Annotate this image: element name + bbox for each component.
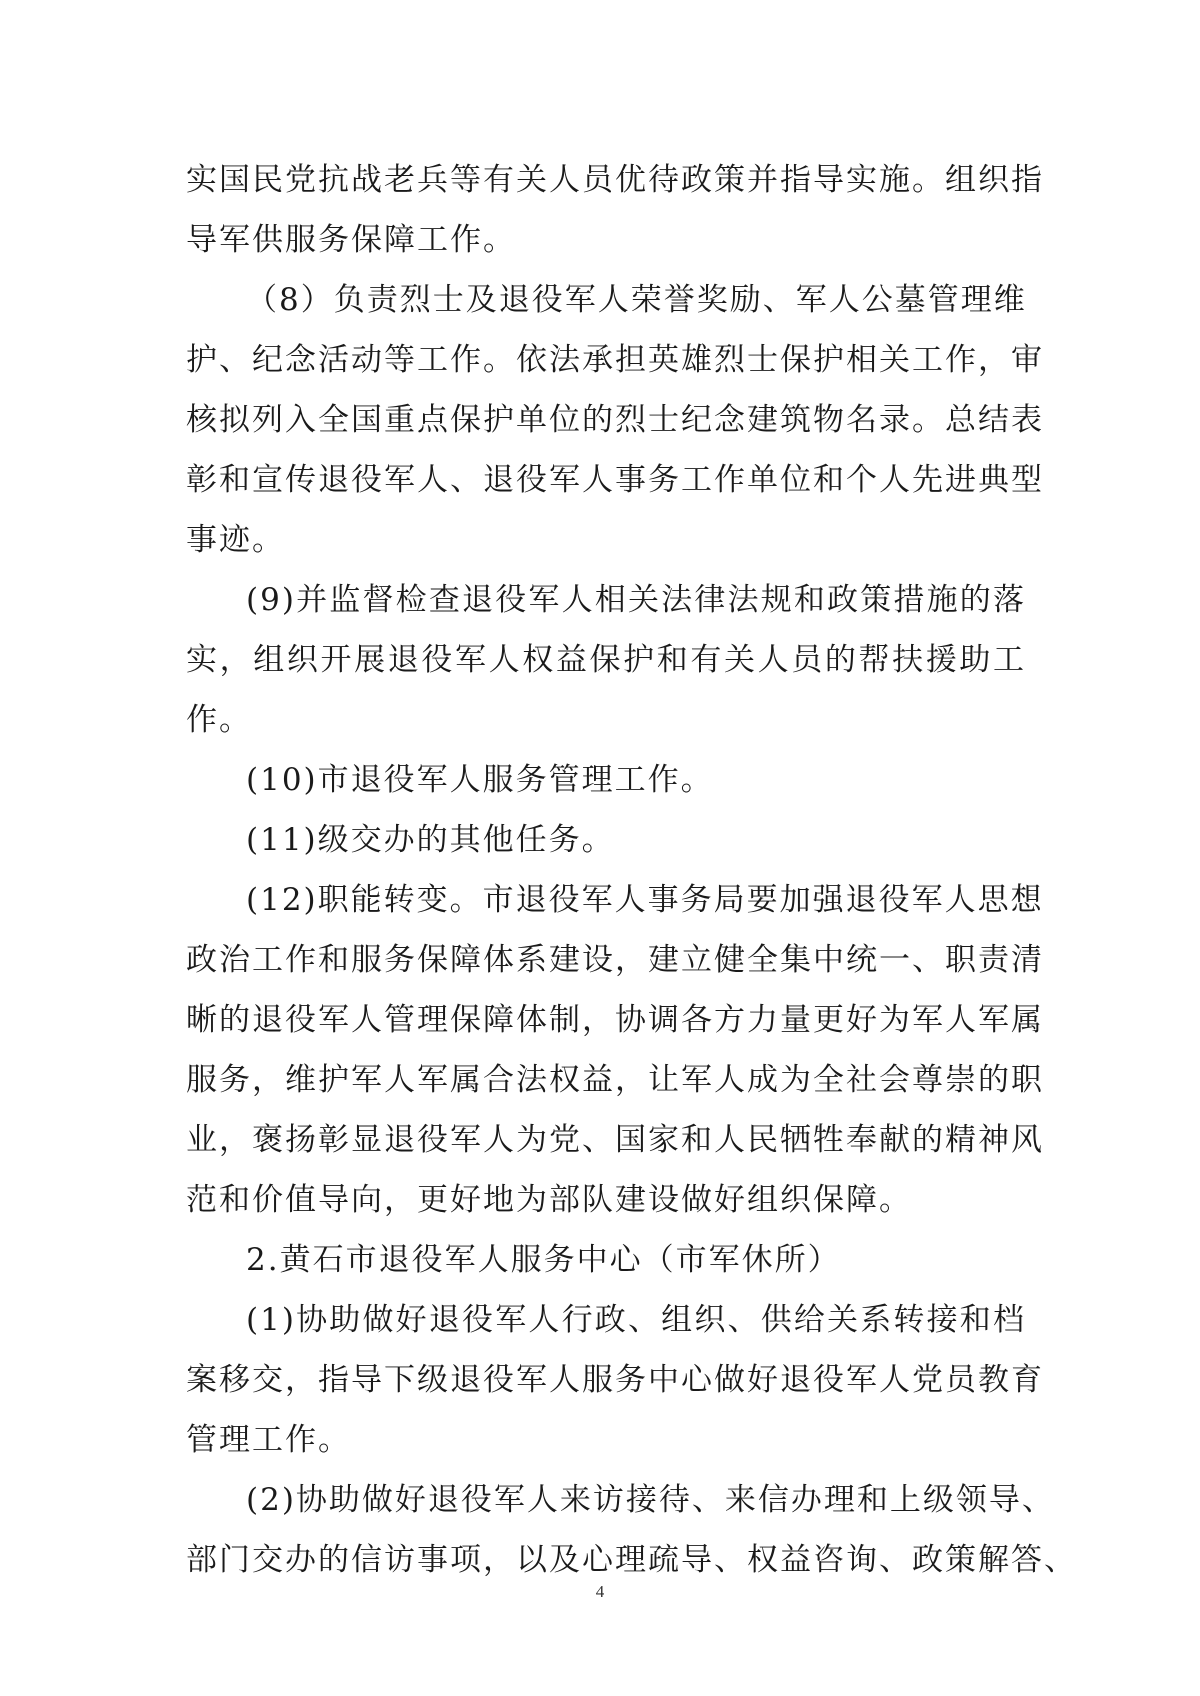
text-line: (2)协助做好退役军人来访接待、来信办理和上级领导、	[246, 1482, 1055, 1518]
text-line: 事迹。	[186, 522, 285, 558]
text-line: 管理工作。	[186, 1422, 351, 1458]
text-line: 作。	[186, 702, 252, 738]
text-line: 导军供服务保障工作。	[186, 222, 516, 258]
text-line: 实国民党抗战老兵等有关人员优待政策并指导实施。组织指	[186, 162, 1044, 198]
text-line: (11)级交办的其他任务。	[246, 822, 615, 858]
text-line: 政治工作和服务保障体系建设，建立健全集中统一、职责清	[186, 942, 1044, 978]
text-line: 晰的退役军人管理保障体制，协调各方力量更好为军人军属	[186, 1002, 1044, 1038]
text-line: 案移交，指导下级退役军人服务中心做好退役军人党员教育	[186, 1362, 1044, 1398]
text-line: 实，组织开展退役军人权益保护和有关人员的帮扶援助工	[186, 642, 1026, 678]
text-line: (9)并监督检查退役军人相关法律法规和政策措施的落	[246, 582, 1026, 618]
text-line: 核拟列入全国重点保护单位的烈士纪念建筑物名录。总结表	[186, 402, 1044, 438]
text-line: 部门交办的信访事项，以及心理疏导、权益咨询、政策解答、	[186, 1542, 1077, 1578]
text-line: （8）负责烈士及退役军人荣誉奖励、军人公墓管理维	[246, 282, 1027, 318]
text-line: 范和价值导向，更好地为部队建设做好组织保障。	[186, 1182, 912, 1218]
text-line: (1)协助做好退役军人行政、组织、供给关系转接和档	[246, 1302, 1026, 1338]
text-line: 护、纪念活动等工作。依法承担英雄烈士保护相关工作，审	[186, 342, 1044, 378]
text-line: 业，褒扬彰显退役军人为党、国家和人民牺牲奉献的精神风	[186, 1122, 1044, 1158]
text-line: 彰和宣传退役军人、退役军人事务工作单位和个人先进典型	[186, 462, 1044, 498]
section-heading: 2.黄石市退役军人服务中心（市军休所）	[246, 1242, 841, 1278]
page-number: 4	[595, 1582, 605, 1601]
text-line: (12)职能转变。市退役军人事务局要加强退役军人思想	[246, 882, 1044, 918]
text-line: 服务，维护军人军属合法权益，让军人成为全社会尊崇的职	[186, 1062, 1044, 1098]
text-line: (10)市退役军人服务管理工作。	[246, 762, 714, 798]
